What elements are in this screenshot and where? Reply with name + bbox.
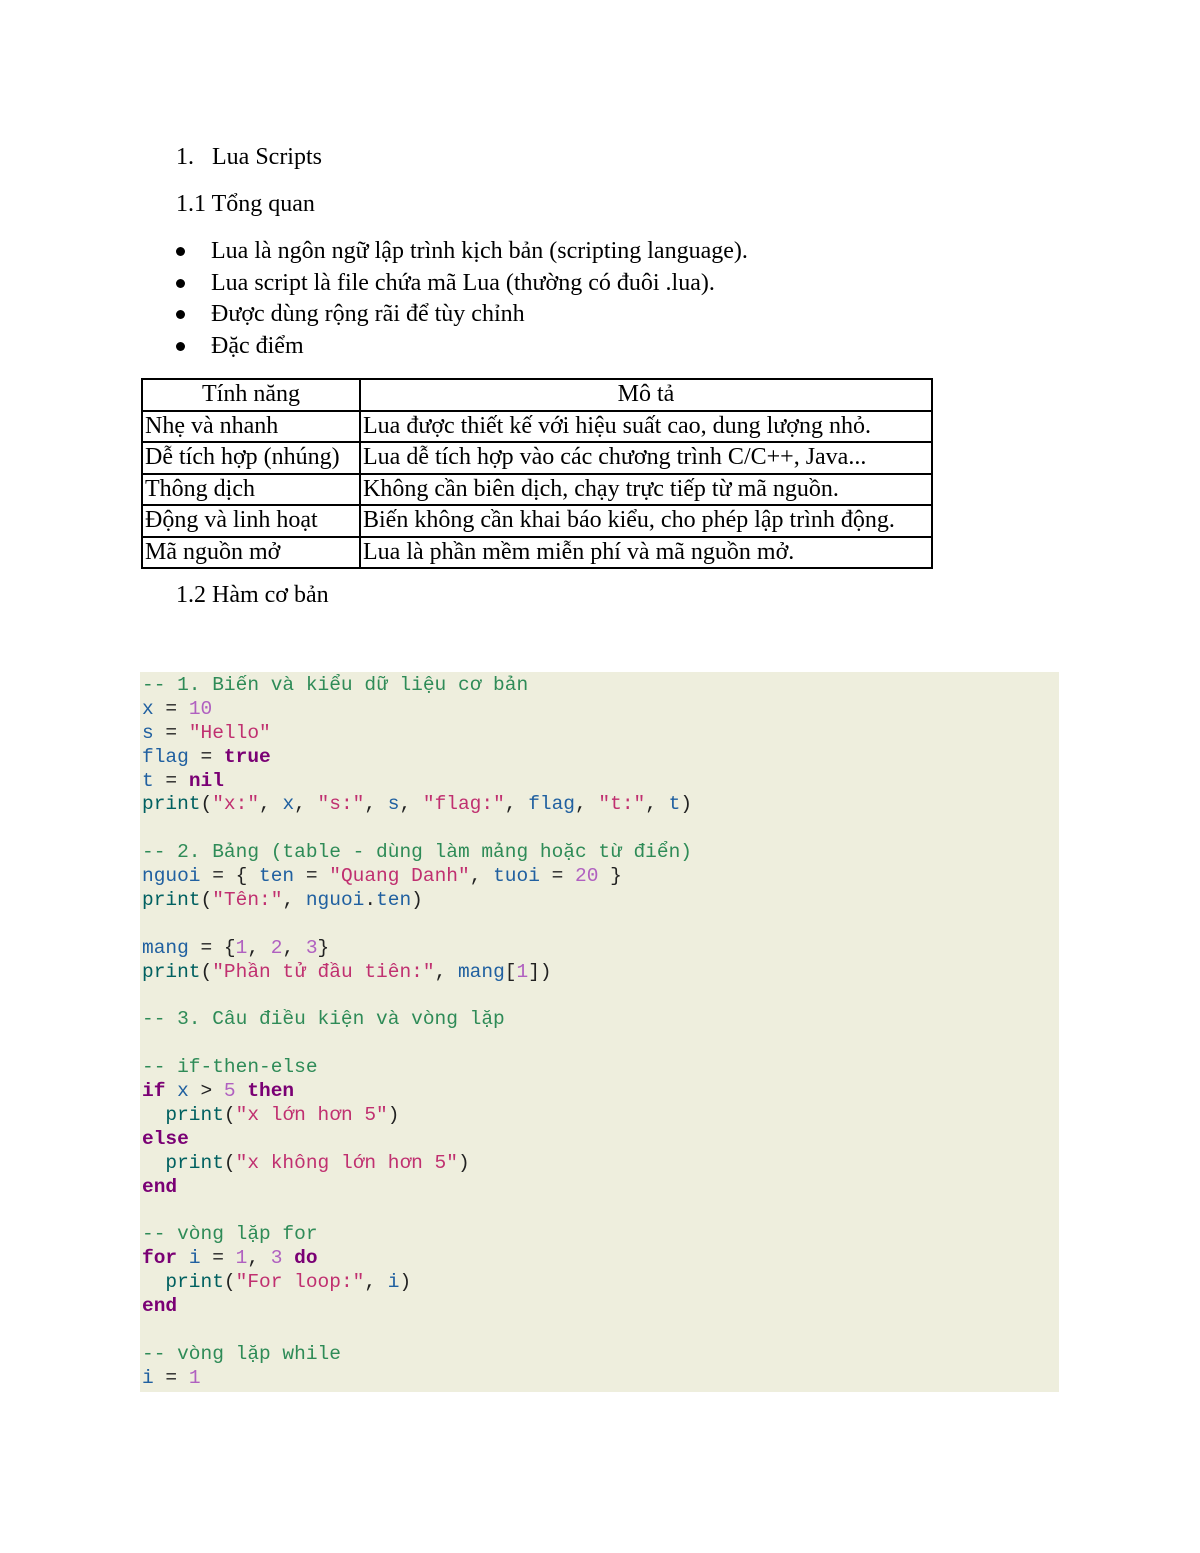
table-row [142, 505, 932, 537]
table-cell: Mã nguồn mở [142, 537, 360, 569]
code-line [140, 1200, 1059, 1224]
features-table [141, 378, 933, 569]
code-line: -- 1. Biến và kiểu dữ liệu cơ bản [142, 674, 529, 696]
code-line: print("Tên:", nguoi.ten) [142, 889, 423, 912]
code-line: x = 10 [142, 697, 213, 720]
subsection-heading-basic-functions: 1.2 Hàm cơ bản [176, 582, 329, 608]
code-line: print("Phần tử đầu tiên:", mang[1]) [142, 960, 552, 983]
table-cell: Nhẹ và nhanh [142, 411, 360, 443]
heading-text: Lua Scripts [212, 144, 322, 170]
code-line: -- 2. Bảng (table - dùng làm mảng hoặc từ điển) [142, 841, 692, 864]
bullet-icon [176, 247, 185, 256]
list-item: Đặc điểm [176, 331, 748, 363]
code-line: -- vòng lặp while [142, 1342, 341, 1365]
table-row [142, 474, 932, 506]
code-line: print("x:", x, "s:", s, "flag:", flag, "t:", t) [142, 793, 693, 816]
code-line: mang = {1, 2, 3} [142, 936, 330, 959]
table-cell: Lua dễ tích hợp vào các chương trình C/C++, Java... [360, 442, 932, 474]
code-line: print("x lớn hơn 5") [165, 1104, 400, 1127]
table-header-description: Mô tả [360, 379, 932, 411]
code-line: end [142, 1295, 178, 1318]
code-line: t = nil [142, 769, 224, 792]
code-line: -- 3. Câu điều kiện và vòng lặp [142, 1008, 505, 1031]
code-line: print("For loop:", i) [165, 1271, 412, 1294]
bullet-icon [176, 310, 185, 319]
code-line: nguoi = { ten = "Quang Danh", tuoi = 20 } [142, 865, 622, 888]
code-line: -- if-then-else [142, 1056, 318, 1079]
table-header-row [142, 379, 932, 411]
table-row [142, 411, 932, 443]
list-item: Lua là ngôn ngữ lập trình kịch bản (scripting language). [176, 236, 748, 268]
heading-number: 1. [176, 144, 194, 170]
code-block [140, 672, 1059, 1392]
subsection-heading-overview: 1.1 Tổng quan [176, 191, 315, 217]
code-line: print("x không lớn hơn 5") [165, 1151, 470, 1174]
table-cell: Biến không cần khai báo kiểu, cho phép lập trình động. [360, 505, 932, 537]
code-line: flag = true [142, 745, 271, 768]
table-cell: Lua được thiết kế với hiệu suất cao, dung lượng nhỏ. [360, 411, 932, 443]
table-cell: Dễ tích hợp (nhúng) [142, 442, 360, 474]
table-header-feature: Tính năng [142, 379, 360, 411]
code-line [140, 1319, 1059, 1343]
list-item: Được dùng rộng rãi để tùy chỉnh [176, 299, 748, 331]
code-line [140, 1032, 1059, 1056]
code-line: -- vòng lặp for [142, 1223, 318, 1246]
code-line [140, 985, 1059, 1009]
table-cell: Lua là phần mềm miễn phí và mã nguồn mở. [360, 537, 932, 569]
code-line: else [142, 1127, 189, 1150]
bullet-icon [176, 342, 185, 351]
table-cell: Không cần biên dịch, chạy trực tiếp từ mã nguồn. [360, 474, 932, 506]
list-item: Lua script là file chứa mã Lua (thường có đuôi .lua). [176, 268, 748, 300]
bullet-icon [176, 279, 185, 288]
code-line: end [142, 1175, 178, 1198]
code-line: if x > 5 then [142, 1080, 295, 1103]
bullet-list [176, 236, 748, 362]
table-row [142, 537, 932, 569]
section-heading-1 [176, 142, 322, 172]
code-line: for i = 1, 3 do [142, 1247, 318, 1270]
code-line [140, 913, 1059, 937]
code-line: s = "Hello" [142, 721, 271, 744]
code-line [140, 817, 1059, 841]
table-row [142, 442, 932, 474]
table-cell: Thông dịch [142, 474, 360, 506]
table-cell: Động và linh hoạt [142, 505, 360, 537]
code-line: i = 1 [142, 1366, 201, 1389]
